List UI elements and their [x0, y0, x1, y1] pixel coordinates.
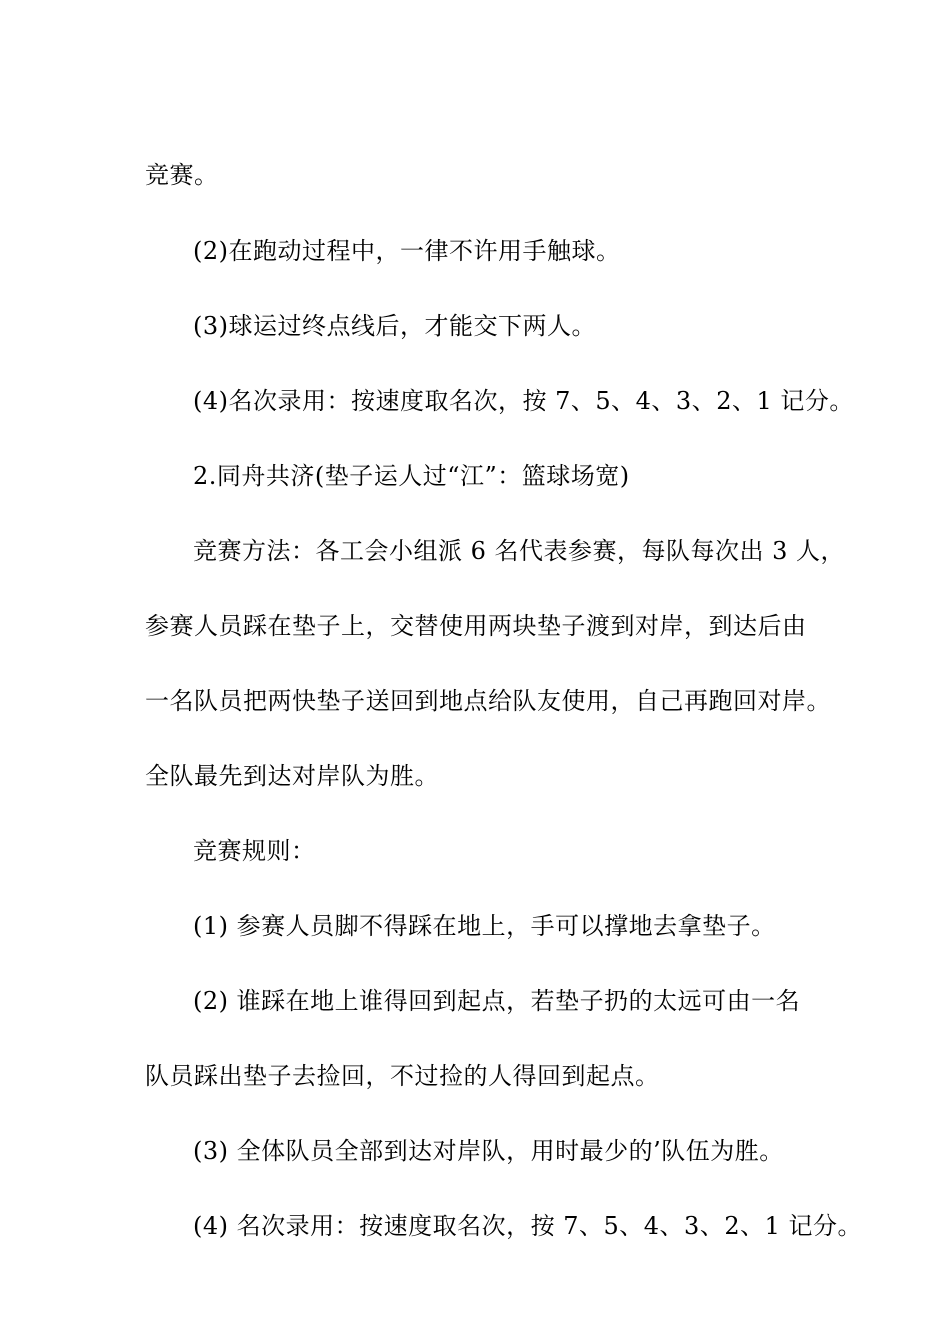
text-line: (4)名次录用：按速度取名次，按 7、5、4、3、2、1 记分。: [193, 387, 854, 415]
text-line: (4) 名次录用：按速度取名次，按 7、5、4、3、2、1 记分。: [193, 1212, 862, 1240]
text-line: (3) 全体队员全部到达对岸队，用时最少的’队伍为胜。: [193, 1137, 784, 1165]
section-heading: 2.同舟共济(垫子运人过“江”：篮球场宽): [193, 462, 630, 490]
subsection-heading: 竞赛规则：: [193, 837, 316, 865]
text-line: 参赛人员踩在垫子上，交替使用两块垫子渡到对岸，到达后由: [145, 612, 807, 640]
text-line: (2) 谁踩在地上谁得回到起点，若垫子扔的太远可由一名: [193, 987, 801, 1015]
text-line: 竞赛。: [145, 161, 219, 189]
text-line: 全队最先到达对岸队为胜。: [145, 762, 439, 790]
text-line: (1) 参赛人员脚不得踩在地上，手可以撑地去拿垫子。: [193, 912, 776, 940]
text-line: 队员踩出垫子去捡回，不过捡的人得回到起点。: [145, 1062, 660, 1090]
text-line: 竞赛方法：各工会小组派 6 名代表参赛，每队每次出 3 人，: [193, 537, 846, 565]
text-line: (2)在跑动过程中，一律不许用手触球。: [193, 237, 621, 265]
text-line: (3)球运过终点线后，才能交下两人。: [193, 312, 596, 340]
text-line: 一名队员把两快垫子送回到地点给队友使用，自己再跑回对岸。: [145, 687, 831, 715]
